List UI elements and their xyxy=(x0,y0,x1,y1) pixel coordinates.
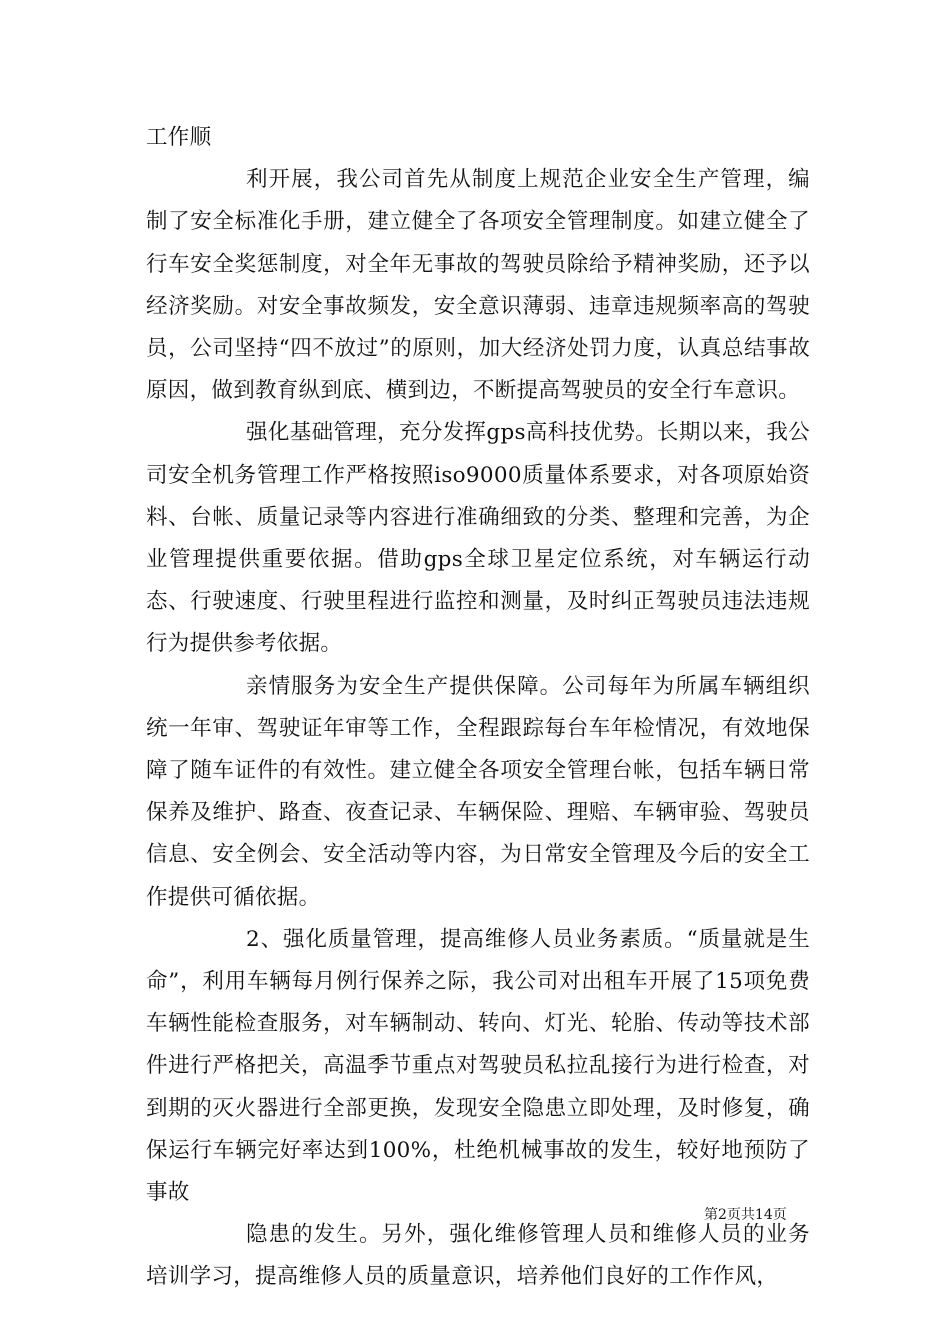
paragraph: 利开展，我公司首先从制度上规范企业安全生产管理，编制了安全标准化手册，建立健全了各项安全管理制度。如建立健全了行车安全奖惩制度，对全年无事故的驾驶员除给予精神奖励，还予以经济奖励。对安全事故频发，安全意识薄弱、违章违规频率高的驾驶员，公司坚持“四不放过”的原则，加大经济处罚力度，认真总结事故原因，做到教育纵到底、横到边，不断提高驾驶员的安全行车意识。 xyxy=(146,167,810,404)
page-number-footer: 第2页共14页 xyxy=(704,1207,787,1223)
paragraph: 强化基础管理，充分发挥gps高科技优势。长期以来，我公司安全机务管理工作严格按照iso9000质量体系要求，对各项原始资料、台帐、质量记录等内容进行准确细致的分类、整理和完善，为企业管理提供重要依据。借助gps全球卫星定位系统，对车辆运行动态、行驶速度、行驶里程进行监控和测量，及时纠正驾驶员违法违规行为提供参考依据。 xyxy=(146,420,810,657)
paragraph: 亲情服务为安全生产提供保障。公司每年为所属车辆组织统一年审、驾驶证年审等工作，全程跟踪每台车年检情况，有效地保障了随车证件的有效性。建立健全各项安全管理台帐，包括车辆日常保养及维护、路查、夜查记录、车辆保险、理赔、车辆审验、驾驶员信息、安全例会、安全活动等内容，为日常安全管理及今后的安全工作提供可循依据。 xyxy=(146,673,810,910)
paragraph: 隐患的发生。另外，强化维修管理人员和维修人员的业务培训学习，提高维修人员的质量意识，培养他们良好的工作作风， xyxy=(146,1222,810,1290)
document-body xyxy=(146,117,810,1299)
paragraph: 工作顺 xyxy=(146,125,212,150)
paragraph: 2、强化质量管理，提高维修人员业务素质。“质量就是生命”，利用车辆每月例行保养之际，我公司对出租车开展了15项免费车辆性能检查服务，对车辆制动、转向、灯光、轮胎、传动等技术部件进行严格把关，高温季节重点对驾驶员私拉乱接行为进行检查，对到期的灭火器进行全部更换，发现安全隐患立即处理，及时修复，确保运行车辆完好率达到100%，杜绝机械事故的发生，较好地预防了事故 xyxy=(146,926,810,1206)
